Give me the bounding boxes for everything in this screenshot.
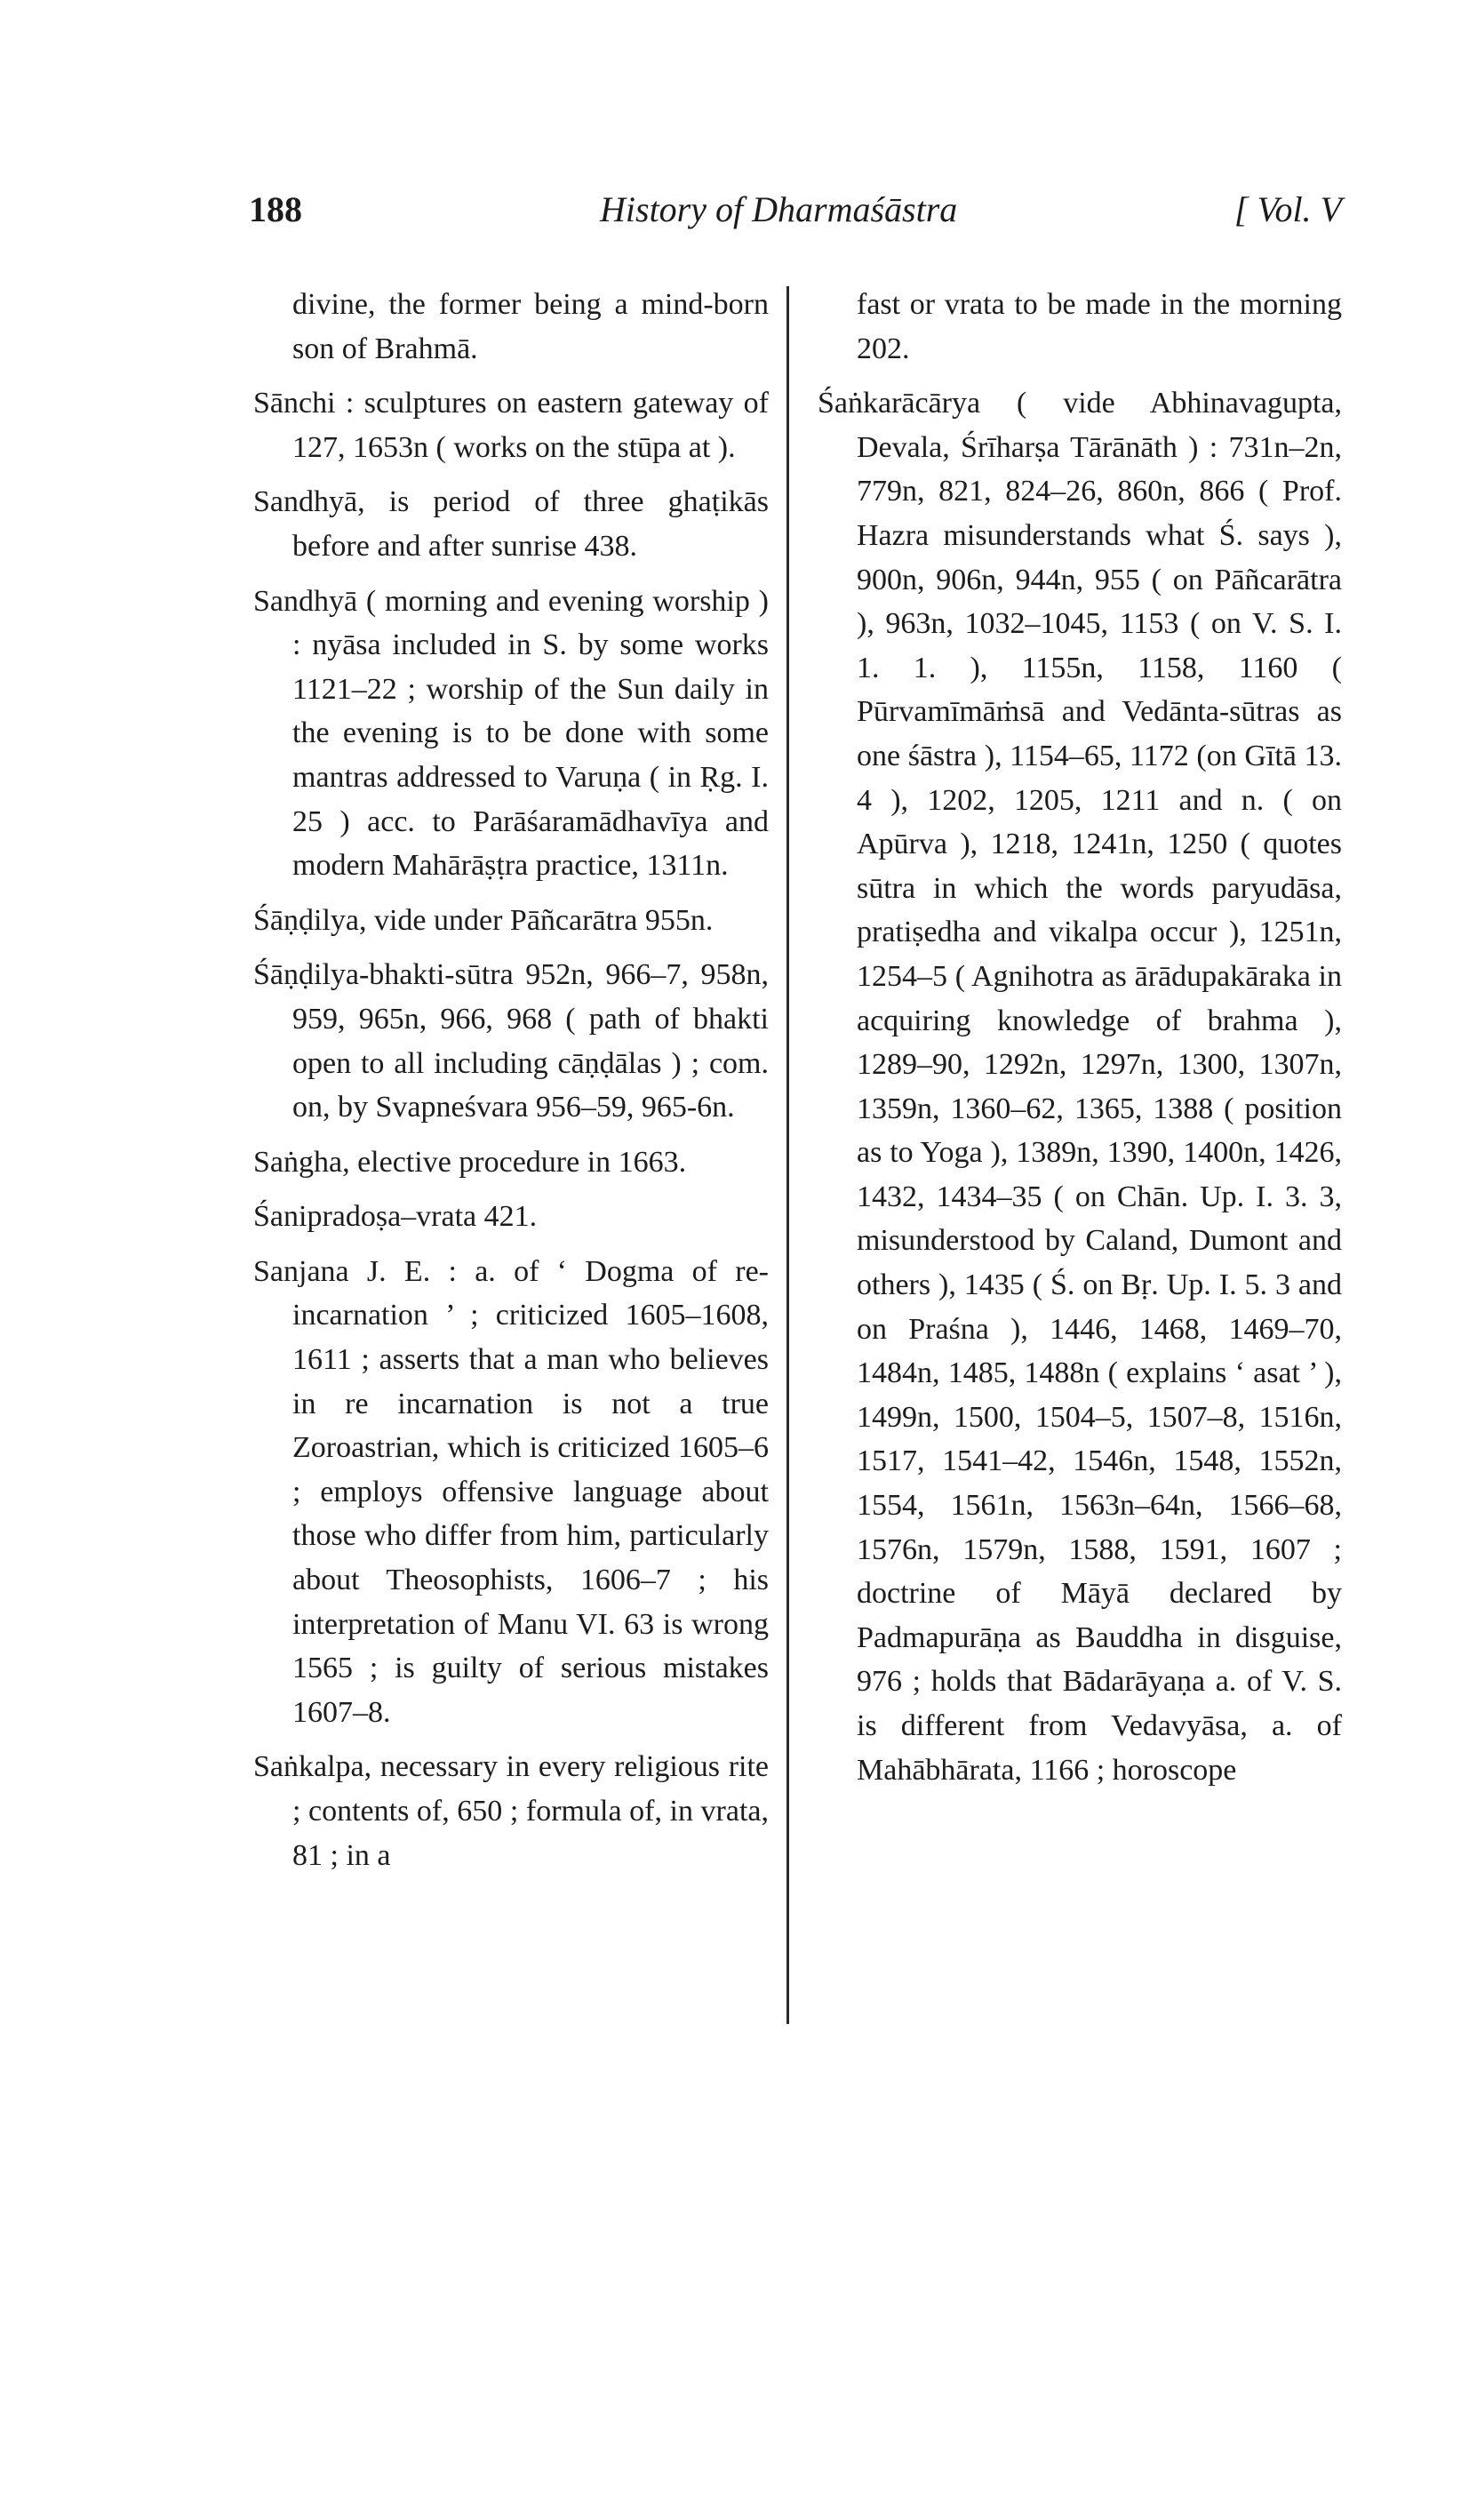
index-entry: Sandhyā, is period of three ghaṭikās before and after sunrise 438. — [253, 485, 769, 563]
index-entry: Śāṇḍilya-bhakti-sūtra 952n, 966–7, 958n, 959, 965n, 966, 968 ( path of bhakti open to all including cāṇḍālas ) ; com. on, by Svapneśvara 956–59, 965-6n. — [253, 958, 769, 1124]
column-divider — [786, 286, 789, 2024]
right-column — [818, 283, 1342, 1803]
running-header — [249, 188, 1342, 242]
index-entry: fast or vrata to be made in the morning 202. — [857, 288, 1342, 365]
index-entry: Sandhyā ( morning and evening worship ) : nyāsa included in S. by some works 1121–22 ; worship of the Sun daily in the evening is to be done with some mantras addressed to Varuṇa ( in Ṛg. I. 25 ) acc. to Parāśaramādhavīya and modern Mahārāṣṭra practice, 1311n. — [253, 584, 769, 883]
running-title: History of Dharmaśāstra — [600, 189, 958, 229]
index-entry: Saṅgha, elective procedure in 1663. — [253, 1145, 687, 1179]
index-entry: Sānchi : sculptures on eastern gateway of 127, 1653n ( works on the stūpa at ). — [253, 387, 769, 464]
index-entry: Śāṇḍilya, vide under Pāñcarātra 955n. — [253, 903, 714, 937]
index-entry: Śanipradoṣa–vrata 421. — [253, 1200, 538, 1234]
index-entry: Sanjana J. E. : a. of ‘ Dogma of re-incarnation ’ ; criticized 1605–1608, 1611 ; asserts that a man who believes in re incarnation is not a true Zoroastrian, which is criticized 1605–6 ; employs offensive language about those who differ from him, particularly about Theosophists, 1606–7 ; his interpretation of Manu VI. 63 is wrong 1565 ; is guilty of serious mistakes 1607–8. — [253, 1254, 769, 1729]
page-number: 188 — [249, 189, 302, 229]
index-entry: Saṅkalpa, necessary in every religious rite ; contents of, 650 ; formula of, in vrata, 81 ; in a — [253, 1750, 769, 1872]
volume-label: [ Vol. V — [1233, 189, 1342, 229]
index-entry: divine, the former being a mind-born son of Brahmā. — [292, 288, 769, 365]
left-column — [253, 283, 769, 1888]
index-entry: Śaṅkarācārya ( vide Abhinavagupta, Devala, Śrīharṣa Tārānāth ) : 731n–2n, 779n, 821, 824–26, 860n, 866 ( Prof. Hazra misunderstands what Ś. says ), 900n, 906n, 944n, 955 ( on Pāñcarātra ), 963n, 1032–1045, 1153 ( on V. S. I. 1. 1. ), 1155n, 1158, 1160 ( Pūrvamīmāṁsā and Vedānta-sūtras as one śāstra ), 1154–65, 1172 (on Gītā 13. 4 ), 1202, 1205, 1211 and n. ( on Apūrva ), 1218, 1241n, 1250 ( quotes sūtra in which the words paryudāsa, pratiṣedha and vikalpa occur ), 1251n, 1254–5 ( Agnihotra as ārādupakāraka in acquiring knowledge of brahma ), 1289–90, 1292n, 1297n, 1300, 1307n, 1359n, 1360–62, 1365, 1388 ( position as to Yoga ), 1389n, 1390, 1400n, 1426, 1432, 1434–35 ( on Chān. Up. I. 3. 3, misunderstood by Caland, Dumont and others ), 1435 ( Ś. on Bṛ. Up. I. 5. 3 and on Praśna ), 1446, 1468, 1469–70, 1484n, 1485, 1488n ( explains ‘ asat ’ ), 1499n, 1500, 1504–5, 1507–8, 1516n, 1517, 1541–42, 1546n, 1548, 1552n, 1554, 1561n, 1563n–64n, 1566–68, 1576n, 1579n, 1588, 1591, 1607 ; doctrine of Māyā declared by Padmapurāṇa as Bauddha in disguise, 976 ; holds that Bādarāyaṇa a. of V. S. is different from Vedavyāsa, a. of Mahābhārata, 1166 ; horoscope — [818, 387, 1342, 1787]
